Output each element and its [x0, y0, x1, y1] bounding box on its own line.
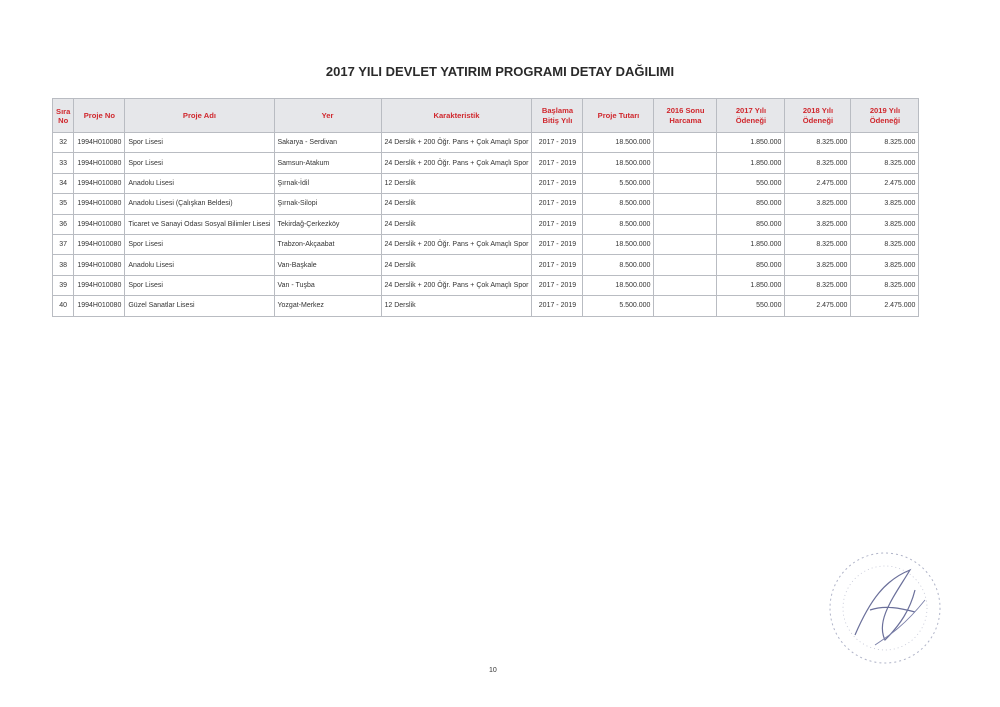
- cell-karakteristik: 12 Derslik: [381, 173, 532, 193]
- cell-odenek-2018: 8.325.000: [785, 275, 851, 295]
- cell-sira-no: 35: [53, 194, 74, 214]
- cell-baslama-bitis: 2017 - 2019: [532, 275, 583, 295]
- cell-odenek-2017: 850.000: [717, 194, 785, 214]
- cell-proje-tutari: 5.500.000: [583, 296, 654, 316]
- cell-sira-no: 33: [53, 153, 74, 173]
- stamp-signature-icon: [815, 540, 955, 675]
- cell-odenek-2019: 3.825.000: [851, 214, 919, 234]
- cell-karakteristik: 12 Derslik: [381, 296, 532, 316]
- cell-proje-no: 1994H010080: [74, 173, 125, 193]
- cell-yer: Van-Başkale: [274, 255, 381, 275]
- column-header-odenek-2019: 2019 Yılı Ödeneği: [851, 99, 919, 133]
- table-row: [53, 153, 919, 173]
- cell-baslama-bitis: 2017 - 2019: [532, 133, 583, 153]
- cell-odenek-2019: 8.325.000: [851, 153, 919, 173]
- investment-table: [52, 98, 919, 317]
- cell-yer: Van - Tuşba: [274, 275, 381, 295]
- cell-odenek-2017: 1.850.000: [717, 133, 785, 153]
- cell-odenek-2018: 2.475.000: [785, 296, 851, 316]
- cell-karakteristik: 24 Derslik: [381, 214, 532, 234]
- cell-proje-no: 1994H010080: [74, 275, 125, 295]
- cell-odenek-2018: 8.325.000: [785, 133, 851, 153]
- cell-odenek-2017: 550.000: [717, 173, 785, 193]
- cell-proje-adi: Güzel Sanatlar Lisesi: [125, 296, 274, 316]
- cell-sira-no: 37: [53, 234, 74, 254]
- cell-baslama-bitis: 2017 - 2019: [532, 173, 583, 193]
- cell-proje-no: 1994H010080: [74, 214, 125, 234]
- cell-proje-adi: Spor Lisesi: [125, 153, 274, 173]
- cell-odenek-2018: 2.475.000: [785, 173, 851, 193]
- cell-yer: Trabzon-Akçaabat: [274, 234, 381, 254]
- cell-odenek-2019: 8.325.000: [851, 275, 919, 295]
- cell-karakteristik: 24 Derslik + 200 Öğr. Pans + Çok Amaçlı Spor: [381, 133, 532, 153]
- cell-proje-tutari: 5.500.000: [583, 173, 654, 193]
- cell-odenek-2018: 3.825.000: [785, 194, 851, 214]
- table-row: [53, 255, 919, 275]
- column-header-harcama-2016: 2016 Sonu Harcama: [654, 99, 717, 133]
- cell-karakteristik: 24 Derslik + 200 Öğr. Pans + Çok Amaçlı Spor: [381, 275, 532, 295]
- cell-sira-no: 32: [53, 133, 74, 153]
- table-header: [53, 99, 919, 133]
- cell-proje-no: 1994H010080: [74, 255, 125, 275]
- cell-baslama-bitis: 2017 - 2019: [532, 153, 583, 173]
- cell-karakteristik: 24 Derslik: [381, 255, 532, 275]
- cell-odenek-2019: 2.475.000: [851, 296, 919, 316]
- cell-proje-tutari: 8.500.000: [583, 255, 654, 275]
- cell-proje-adi: Ticaret ve Sanayi Odası Sosyal Bilimler Lisesi: [125, 214, 274, 234]
- column-header-baslama-bitis: Başlama Bitiş Yılı: [532, 99, 583, 133]
- cell-proje-no: 1994H010080: [74, 194, 125, 214]
- cell-yer: Sakarya - Serdivan: [274, 133, 381, 153]
- cell-proje-tutari: 18.500.000: [583, 275, 654, 295]
- cell-odenek-2019: 8.325.000: [851, 234, 919, 254]
- cell-proje-tutari: 8.500.000: [583, 194, 654, 214]
- cell-baslama-bitis: 2017 - 2019: [532, 296, 583, 316]
- cell-odenek-2017: 850.000: [717, 255, 785, 275]
- cell-odenek-2018: 8.325.000: [785, 153, 851, 173]
- cell-harcama-2016: [654, 255, 717, 275]
- cell-karakteristik: 24 Derslik + 200 Öğr. Pans + Çok Amaçlı Spor: [381, 153, 532, 173]
- column-header-yer: Yer: [274, 99, 381, 133]
- cell-odenek-2017: 850.000: [717, 214, 785, 234]
- cell-harcama-2016: [654, 194, 717, 214]
- cell-odenek-2019: 3.825.000: [851, 255, 919, 275]
- cell-odenek-2017: 550.000: [717, 296, 785, 316]
- cell-odenek-2018: 3.825.000: [785, 214, 851, 234]
- table-row: [53, 133, 919, 153]
- cell-yer: Şırnak-Silopi: [274, 194, 381, 214]
- cell-odenek-2019: 2.475.000: [851, 173, 919, 193]
- cell-yer: Samsun-Atakum: [274, 153, 381, 173]
- cell-proje-no: 1994H010080: [74, 296, 125, 316]
- cell-odenek-2018: 8.325.000: [785, 234, 851, 254]
- column-header-proje-no: Proje No: [74, 99, 125, 133]
- cell-odenek-2017: 1.850.000: [717, 275, 785, 295]
- cell-proje-no: 1994H010080: [74, 153, 125, 173]
- cell-harcama-2016: [654, 214, 717, 234]
- cell-harcama-2016: [654, 234, 717, 254]
- cell-proje-adi: Spor Lisesi: [125, 275, 274, 295]
- cell-karakteristik: 24 Derslik + 200 Öğr. Pans + Çok Amaçlı Spor: [381, 234, 532, 254]
- table-row: [53, 173, 919, 193]
- cell-karakteristik: 24 Derslik: [381, 194, 532, 214]
- cell-sira-no: 38: [53, 255, 74, 275]
- document-title: 2017 YILI DEVLET YATIRIM PROGRAMI DETAY DAĞILIMI: [325, 64, 675, 79]
- cell-baslama-bitis: 2017 - 2019: [532, 214, 583, 234]
- column-header-proje-tutari: Proje Tutarı: [583, 99, 654, 133]
- cell-proje-adi: Anadolu Lisesi: [125, 173, 274, 193]
- cell-harcama-2016: [654, 173, 717, 193]
- cell-proje-adi: Anadolu Lisesi: [125, 255, 274, 275]
- cell-sira-no: 36: [53, 214, 74, 234]
- cell-odenek-2019: 3.825.000: [851, 194, 919, 214]
- table-row: [53, 194, 919, 214]
- cell-proje-tutari: 18.500.000: [583, 133, 654, 153]
- cell-proje-no: 1994H010080: [74, 133, 125, 153]
- cell-sira-no: 39: [53, 275, 74, 295]
- page-number: 10: [489, 667, 497, 674]
- cell-harcama-2016: [654, 275, 717, 295]
- cell-yer: Tekirdağ-Çerkezköy: [274, 214, 381, 234]
- table-row: [53, 275, 919, 295]
- cell-sira-no: 40: [53, 296, 74, 316]
- cell-proje-adi: Spor Lisesi: [125, 234, 274, 254]
- column-header-proje-adi: Proje Adı: [125, 99, 274, 133]
- cell-baslama-bitis: 2017 - 2019: [532, 194, 583, 214]
- column-header-karakteristik: Karakteristik: [381, 99, 532, 133]
- table-row: [53, 214, 919, 234]
- column-header-odenek-2018: 2018 Yılı Ödeneği: [785, 99, 851, 133]
- cell-odenek-2019: 8.325.000: [851, 133, 919, 153]
- cell-proje-no: 1994H010080: [74, 234, 125, 254]
- cell-harcama-2016: [654, 153, 717, 173]
- cell-sira-no: 34: [53, 173, 74, 193]
- cell-odenek-2017: 1.850.000: [717, 234, 785, 254]
- column-header-sira-no: Sıra No: [53, 99, 74, 133]
- cell-proje-tutari: 18.500.000: [583, 153, 654, 173]
- column-header-odenek-2017: 2017 Yılı Ödeneği: [717, 99, 785, 133]
- table-row: [53, 234, 919, 254]
- cell-proje-tutari: 18.500.000: [583, 234, 654, 254]
- cell-proje-tutari: 8.500.000: [583, 214, 654, 234]
- cell-proje-adi: Spor Lisesi: [125, 133, 274, 153]
- cell-odenek-2018: 3.825.000: [785, 255, 851, 275]
- cell-harcama-2016: [654, 296, 717, 316]
- cell-baslama-bitis: 2017 - 2019: [532, 234, 583, 254]
- cell-proje-adi: Anadolu Lisesi (Çalışkan Beldesi): [125, 194, 274, 214]
- cell-odenek-2017: 1.850.000: [717, 153, 785, 173]
- cell-baslama-bitis: 2017 - 2019: [532, 255, 583, 275]
- cell-yer: Şırnak-İdil: [274, 173, 381, 193]
- cell-yer: Yozgat-Merkez: [274, 296, 381, 316]
- cell-harcama-2016: [654, 133, 717, 153]
- table-row: [53, 296, 919, 316]
